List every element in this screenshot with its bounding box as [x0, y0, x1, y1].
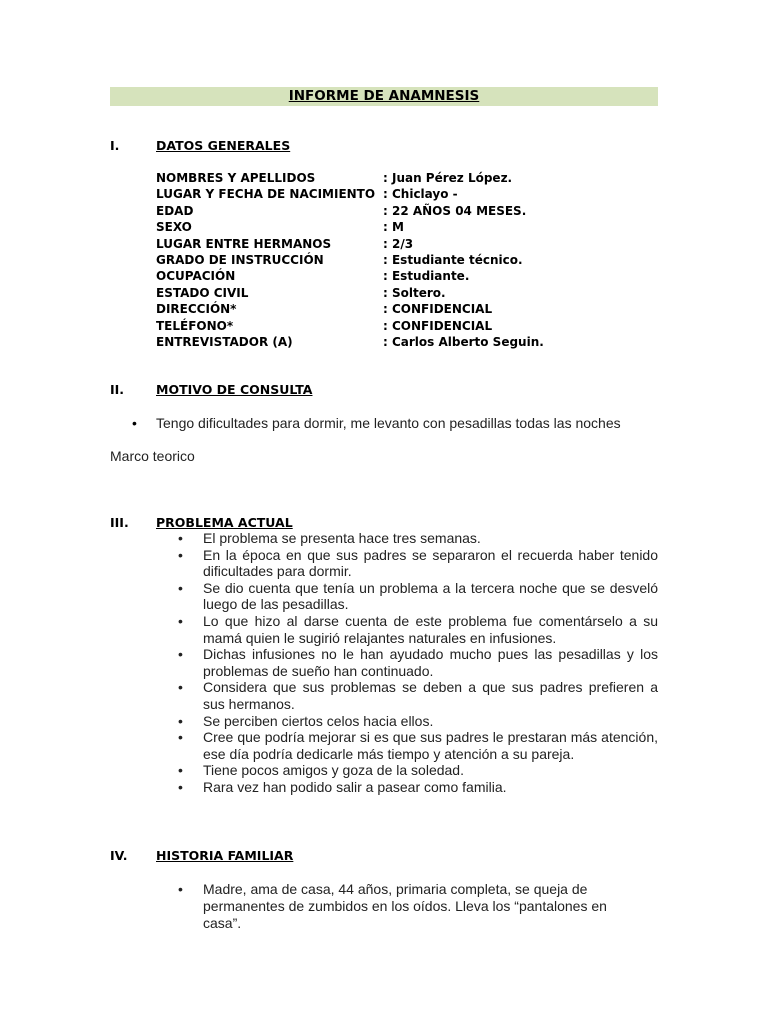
- list-item-text: Madre, ama de casa, 44 años, primaria completa, se queja de permanentes de zumbidos en los oídos. Lleva los “pantalones en casa”.: [203, 881, 607, 931]
- section-number: IV.: [110, 848, 128, 863]
- section-title: MOTIVO DE CONSULTA: [156, 382, 313, 397]
- field-value: : 2/3: [383, 236, 414, 251]
- list-item-text: En la época en que sus padres se separaron el recuerda haber tenido dificultades para dormir.: [203, 546, 658, 580]
- list-item: [178, 679, 658, 712]
- section-title: DATOS GENERALES: [156, 138, 291, 153]
- bullet: •: [178, 778, 183, 795]
- field-value: : 22 AÑOS 04 MESES.: [383, 203, 527, 218]
- bullet: •: [178, 646, 183, 663]
- field-row: [156, 319, 556, 335]
- field-value: : Estudiante técnico.: [383, 252, 523, 267]
- field-value: : Carlos Alberto Seguin.: [383, 334, 544, 349]
- general-data-fields: [156, 171, 556, 351]
- bullet: •: [178, 530, 183, 546]
- familia-list: [178, 881, 638, 932]
- field-label: DIRECCIÓN*: [156, 302, 237, 317]
- field-label: ESTADO CIVIL: [156, 285, 249, 300]
- bullet: •: [178, 762, 183, 779]
- field-value: : M: [383, 220, 404, 235]
- motivo-text: Tengo dificultades para dormir, me levanto con pesadillas todas las noches: [156, 415, 621, 431]
- field-label: GRADO DE INSTRUCCIÓN: [156, 252, 324, 267]
- list-item: [178, 881, 638, 932]
- list-item: [178, 762, 658, 779]
- section-number: III.: [110, 515, 129, 530]
- field-row: [156, 220, 556, 236]
- list-item-text: Lo que hizo al darse cuenta de este problema fue comentárselo a su mamá quien le sugirió relajantes naturales en infusiones.: [203, 612, 658, 646]
- bullet: •: [178, 579, 183, 596]
- marco-teorico-text: Marco teorico: [110, 448, 195, 464]
- bullet: •: [178, 729, 183, 746]
- field-row: [156, 187, 556, 203]
- field-label: LUGAR ENTRE HERMANOS: [156, 236, 332, 251]
- list-item: [178, 779, 658, 796]
- field-value: : Soltero.: [383, 285, 446, 300]
- list-item-text: El problema se presenta hace tres semanas.: [203, 530, 481, 546]
- list-item-text: Tiene pocos amigos y goza de la soledad.: [203, 762, 464, 779]
- list-item-text: Rara vez han podido salir a pasear como familia.: [203, 778, 507, 795]
- bullet: •: [132, 415, 137, 431]
- list-item: [178, 530, 658, 547]
- list-item-text: Considera que sus problemas se deben a que sus padres prefieren a sus hermanos.: [203, 679, 658, 712]
- bullet: •: [178, 612, 183, 629]
- list-item: [178, 646, 658, 679]
- field-label: NOMBRES Y APELLIDOS: [156, 171, 316, 185]
- field-row: [156, 253, 556, 269]
- list-item-text: Se perciben ciertos celos hacia ellos.: [203, 712, 434, 729]
- list-item: [178, 547, 658, 580]
- section-title: HISTORIA FAMILIAR: [156, 848, 294, 863]
- field-label: TELÉFONO*: [156, 318, 234, 333]
- section-title: PROBLEMA ACTUAL: [156, 515, 293, 530]
- field-value: : CONFIDENCIAL: [383, 302, 493, 317]
- field-label: EDAD: [156, 203, 194, 218]
- field-row: [156, 302, 556, 318]
- document-title-bar: [110, 87, 658, 106]
- problema-list: [178, 530, 658, 796]
- list-item: [178, 613, 658, 646]
- field-row: [156, 335, 556, 351]
- field-value: : CONFIDENCIAL: [383, 318, 493, 333]
- field-value: : Juan Pérez López.: [383, 171, 513, 185]
- document-title: INFORME DE ANAMNESIS: [288, 88, 480, 104]
- field-label: SEXO: [156, 220, 192, 235]
- field-label: OCUPACIÓN: [156, 269, 236, 284]
- bullet: •: [178, 881, 183, 897]
- list-item: [178, 729, 658, 762]
- section-number: II.: [110, 382, 125, 397]
- field-label: LUGAR Y FECHA DE NACIMIENTO: [156, 187, 376, 202]
- section-number: I.: [110, 138, 120, 153]
- bullet: •: [178, 679, 183, 696]
- field-row: [156, 204, 556, 220]
- list-item-text: Se dio cuenta que tenía un problema a la tercera noche que se desveló luego de las pesadillas.: [203, 579, 658, 613]
- bullet: •: [178, 712, 183, 729]
- field-value: : Estudiante.: [383, 269, 470, 284]
- field-value: : Chiclayo -: [383, 187, 458, 202]
- bullet: •: [178, 546, 183, 563]
- list-item-text: Dichas infusiones no le han ayudado mucho pues las pesadillas y los problemas de sueño han continuado.: [203, 646, 658, 679]
- field-row: [156, 286, 556, 302]
- list-item: [178, 580, 658, 613]
- field-label: ENTREVISTADOR (A): [156, 334, 293, 349]
- field-row: [156, 237, 556, 253]
- field-row: [156, 171, 556, 187]
- list-item: [178, 713, 658, 730]
- field-row: [156, 269, 556, 285]
- list-item-text: Cree que podría mejorar si es que sus padres le prestaran más atención, ese día podría dedicarle más tiempo y atención a su pareja.: [203, 729, 658, 762]
